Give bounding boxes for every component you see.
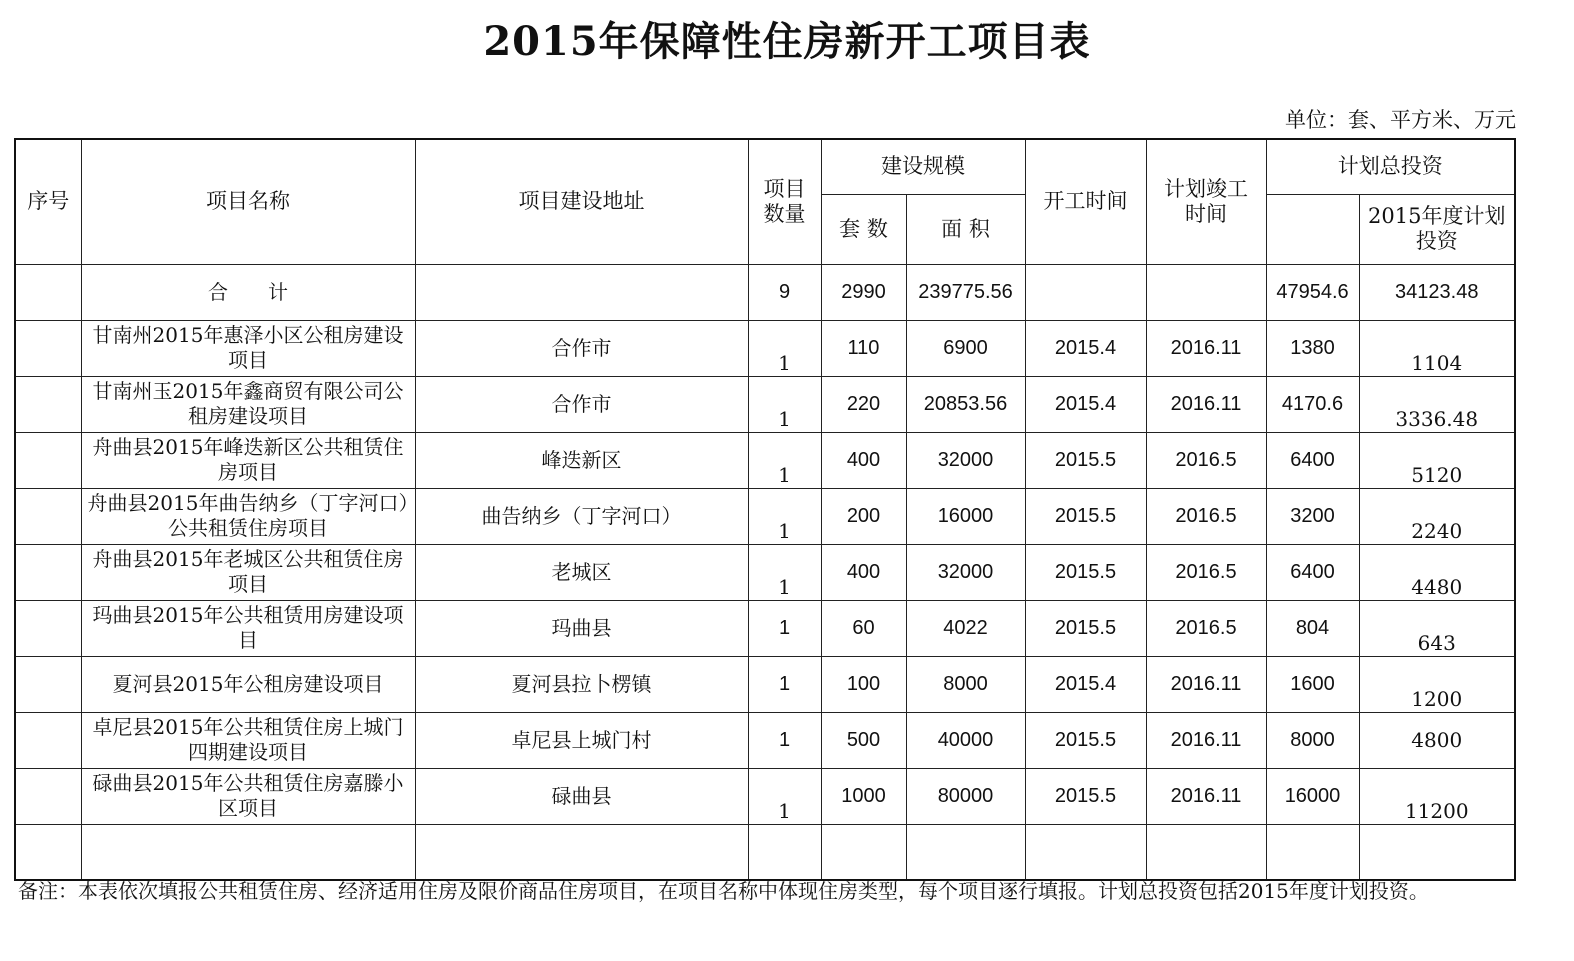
row-sets: 400 <box>821 544 906 600</box>
row-address: 碌曲县 <box>415 768 748 824</box>
row-sets: 500 <box>821 712 906 768</box>
row-seq <box>15 432 81 488</box>
header-seq: 序号 <box>15 139 81 264</box>
row-name: 舟曲县2015年峰迭新区公共租赁住房项目 <box>81 432 415 488</box>
row-finish: 2016.11 <box>1146 376 1266 432</box>
row-finish: 2016.11 <box>1146 768 1266 824</box>
row-count: 1 <box>748 320 821 376</box>
row-seq <box>15 600 81 656</box>
row-invest: 3200 <box>1266 488 1359 544</box>
row-finish: 2016.11 <box>1146 712 1266 768</box>
row-invest: 6400 <box>1266 432 1359 488</box>
empty-cell <box>906 824 1025 880</box>
row-finish: 2016.5 <box>1146 600 1266 656</box>
row-seq <box>15 320 81 376</box>
empty-cell <box>415 824 748 880</box>
row-area: 8000 <box>906 656 1025 712</box>
row-seq <box>15 376 81 432</box>
empty-cell <box>821 824 906 880</box>
row-name: 舟曲县2015年老城区公共租赁住房项目 <box>81 544 415 600</box>
row-start: 2015.5 <box>1025 712 1146 768</box>
row-count: 1 <box>748 656 821 712</box>
header-finish: 计划竣工 时间 <box>1146 139 1266 264</box>
row-invest2015: 3336.48 <box>1359 376 1515 432</box>
row-sets: 200 <box>821 488 906 544</box>
header-invest: 计划总投资 <box>1266 139 1515 194</box>
table-row <box>15 768 1515 824</box>
header-scale: 建设规模 <box>821 139 1025 194</box>
total-area: 239775.56 <box>906 264 1025 320</box>
row-finish: 2016.5 <box>1146 544 1266 600</box>
empty-cell <box>1025 824 1146 880</box>
total-start <box>1025 264 1146 320</box>
row-invest: 4170.6 <box>1266 376 1359 432</box>
row-name: 碌曲县2015年公共租赁住房嘉滕小区项目 <box>81 768 415 824</box>
row-name: 夏河县2015年公租房建设项目 <box>81 656 415 712</box>
row-seq <box>15 712 81 768</box>
empty-cell <box>1146 824 1266 880</box>
row-name: 甘南州2015年惠泽小区公租房建设项目 <box>81 320 415 376</box>
total-row <box>15 264 1515 320</box>
row-invest2015: 5120 <box>1359 432 1515 488</box>
row-area: 32000 <box>906 432 1025 488</box>
total-seq <box>15 264 81 320</box>
row-start: 2015.5 <box>1025 544 1146 600</box>
table-row <box>15 544 1515 600</box>
row-count: 1 <box>748 432 821 488</box>
row-count: 1 <box>748 544 821 600</box>
row-address: 卓尼县上城门村 <box>415 712 748 768</box>
row-start: 2015.4 <box>1025 376 1146 432</box>
empty-row <box>15 824 1515 880</box>
total-address <box>415 264 748 320</box>
footnote: 备注：本表依次填报公共租赁住房、经济适用住房及限价商品住房项目，在项目名称中体现住房类型，每个项目逐行填报。计划总投资包括2015年度计划投资。 <box>18 879 1429 903</box>
row-start: 2015.5 <box>1025 600 1146 656</box>
row-invest2015: 11200 <box>1359 768 1515 824</box>
row-invest2015: 2240 <box>1359 488 1515 544</box>
row-address: 曲告纳乡（丁字河口） <box>415 488 748 544</box>
unit-label: 单位：套、平方米、万元 <box>1285 108 1516 132</box>
row-start: 2015.4 <box>1025 656 1146 712</box>
row-count: 1 <box>748 712 821 768</box>
row-invest: 16000 <box>1266 768 1359 824</box>
table-row <box>15 656 1515 712</box>
header-sets: 套 数 <box>821 194 906 264</box>
row-address: 合作市 <box>415 320 748 376</box>
row-count: 1 <box>748 376 821 432</box>
row-count: 1 <box>748 488 821 544</box>
row-invest: 6400 <box>1266 544 1359 600</box>
row-start: 2015.5 <box>1025 768 1146 824</box>
empty-cell <box>748 824 821 880</box>
row-invest: 1380 <box>1266 320 1359 376</box>
row-area: 32000 <box>906 544 1025 600</box>
row-start: 2015.4 <box>1025 320 1146 376</box>
empty-cell <box>81 824 415 880</box>
row-seq <box>15 544 81 600</box>
row-seq <box>15 488 81 544</box>
row-area: 20853.56 <box>906 376 1025 432</box>
empty-cell <box>1266 824 1359 880</box>
row-finish: 2016.11 <box>1146 656 1266 712</box>
row-finish: 2016.11 <box>1146 320 1266 376</box>
table-row <box>15 488 1515 544</box>
row-address: 夏河县拉卜楞镇 <box>415 656 748 712</box>
total-finish <box>1146 264 1266 320</box>
header-start: 开工时间 <box>1025 139 1146 264</box>
header-area: 面 积 <box>906 194 1025 264</box>
row-name: 甘南州玉2015年鑫商贸有限公司公租房建设项目 <box>81 376 415 432</box>
header-invest-total-blank <box>1266 194 1359 264</box>
total-invest2015: 34123.48 <box>1359 264 1515 320</box>
total-invest: 47954.6 <box>1266 264 1359 320</box>
page-title: 2015年保障性住房新开工项目表 <box>483 18 1091 65</box>
row-area: 4022 <box>906 600 1025 656</box>
row-area: 40000 <box>906 712 1025 768</box>
row-sets: 100 <box>821 656 906 712</box>
row-sets: 110 <box>821 320 906 376</box>
row-invest2015: 4800 <box>1359 712 1515 768</box>
row-invest: 1600 <box>1266 656 1359 712</box>
project-table <box>14 138 1516 881</box>
row-start: 2015.5 <box>1025 488 1146 544</box>
row-sets: 60 <box>821 600 906 656</box>
row-area: 80000 <box>906 768 1025 824</box>
row-invest2015: 643 <box>1359 600 1515 656</box>
row-area: 6900 <box>906 320 1025 376</box>
row-sets: 220 <box>821 376 906 432</box>
row-address: 合作市 <box>415 376 748 432</box>
row-invest2015: 1104 <box>1359 320 1515 376</box>
row-address: 老城区 <box>415 544 748 600</box>
table-row <box>15 600 1515 656</box>
row-name: 卓尼县2015年公共租赁住房上城门四期建设项目 <box>81 712 415 768</box>
row-area: 16000 <box>906 488 1025 544</box>
header-count: 项目 数量 <box>748 139 821 264</box>
row-name: 舟曲县2015年曲告纳乡（丁字河口）公共租赁住房项目 <box>81 488 415 544</box>
empty-cell <box>1359 824 1515 880</box>
header-address: 项目建设地址 <box>415 139 748 264</box>
row-address: 玛曲县 <box>415 600 748 656</box>
table-row <box>15 320 1515 376</box>
total-sets: 2990 <box>821 264 906 320</box>
table-row <box>15 432 1515 488</box>
row-seq <box>15 768 81 824</box>
total-count: 9 <box>748 264 821 320</box>
row-seq <box>15 656 81 712</box>
row-sets: 400 <box>821 432 906 488</box>
total-label: 合 计 <box>81 264 415 320</box>
row-sets: 1000 <box>821 768 906 824</box>
row-start: 2015.5 <box>1025 432 1146 488</box>
row-invest2015: 1200 <box>1359 656 1515 712</box>
empty-cell <box>15 824 81 880</box>
row-address: 峰迭新区 <box>415 432 748 488</box>
table-row <box>15 376 1515 432</box>
header-invest2015: 2015年度计划 投资 <box>1359 194 1515 264</box>
header-name: 项目名称 <box>81 139 415 264</box>
row-finish: 2016.5 <box>1146 432 1266 488</box>
row-name: 玛曲县2015年公共租赁用房建设项目 <box>81 600 415 656</box>
row-invest: 804 <box>1266 600 1359 656</box>
row-finish: 2016.5 <box>1146 488 1266 544</box>
table-row <box>15 712 1515 768</box>
row-invest: 8000 <box>1266 712 1359 768</box>
row-count: 1 <box>748 768 821 824</box>
row-invest2015: 4480 <box>1359 544 1515 600</box>
row-count: 1 <box>748 600 821 656</box>
